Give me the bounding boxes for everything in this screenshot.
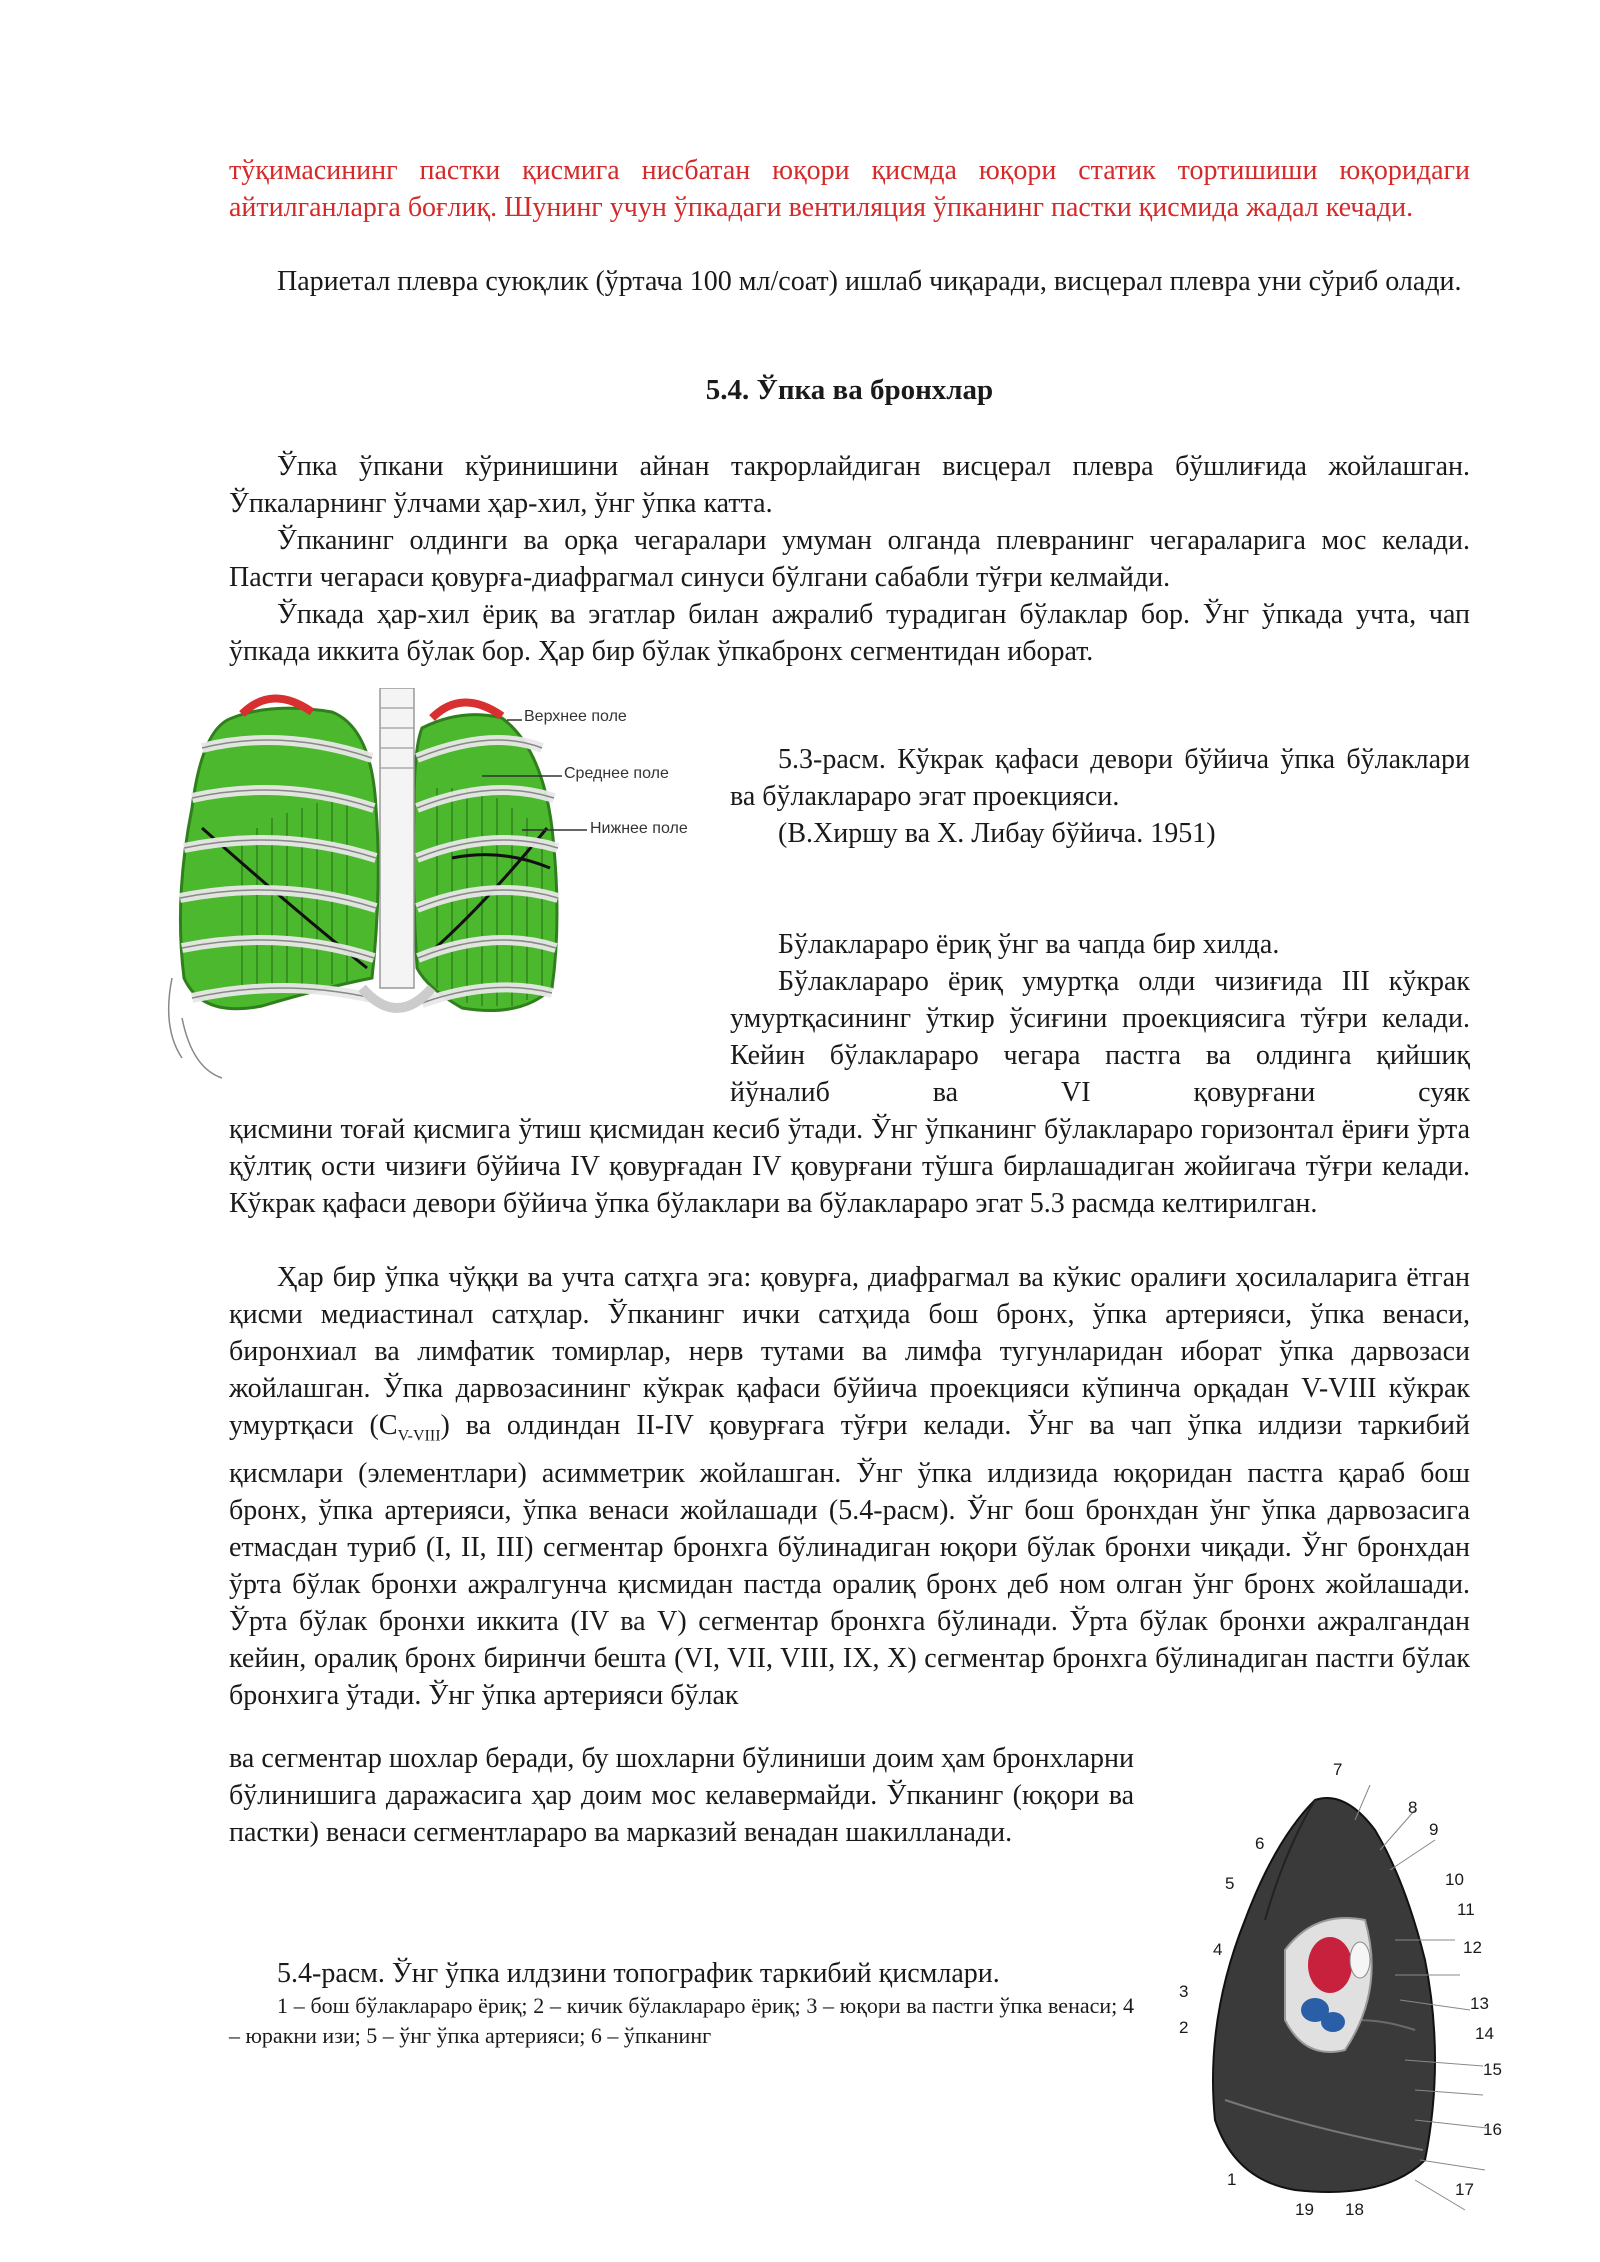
fig54-label-3: 3 xyxy=(1179,1982,1189,2001)
pleura-paragraph: Париетал плевра суюқлик (ўртача 100 мл/соат) ишлаб чиқаради, висцерал плевра уни сўриб олади. xyxy=(277,266,1462,297)
lung-surfaces-text-b: ) ва олдиндан II-IV қовурғага тўғри келади. Ўнг ва чап ўпка илдизи таркибий қисмлари (элементлари) асимметрик жойлашган. Ўнг ўпка илдизида юқоридан пастга қараб бош бронх, ўпка артерияси, ўпка венаси жойлашади (5.4-расм). Ўнг бош бронхдан ўнг ўпка дарвозасига етмасдан туриб (I, II, III) сегментар бронхга бўлинадиган юқори бўлак бронхи чиқади. Ўнг бронхдан ўрта бўлак бронхи ажралгунча қисмидан пастда оралиқ бронх деб ном олган ўнг бронх жойлашади. Ўрта бўлак бронхи иккита (IV ва V) сегментар бронхга бўлинади. Ўрта бўлак бронхи ажралгандан кейин, оралиқ бронх биринчи бешта (VI, VII, VIII, IX, X) сегментар бронхга бўлинадиган пастги бўлак бронхига ўтади. Ўнг ўпка артерияси бўлак xyxy=(229,1410,1470,1711)
figure-5-4-legend: 1 – бош бўлаклараро ёриқ; 2 – кичик бўлаклараро ёриқ; 3 – юқори ва пастги ўпка венаси; 4 – юракни изи; 5 – ўнг ўпка артерияси; 6 – ўпканинг xyxy=(229,1993,1134,2048)
fig54-label-16: 16 xyxy=(1483,2120,1502,2139)
fig54-label-11: 11 xyxy=(1457,1900,1475,1919)
fig54-label-12: 12 xyxy=(1463,1938,1482,1957)
fig54-label-2: 2 xyxy=(1179,2018,1189,2037)
figure-5-3-caption: 5.3-расм. Кўкрак қафаси девори бўйича ўпка бўлаклари ва бўлаклараро эгат проекцияси. xyxy=(730,744,1470,812)
label-lower-field: Нижнее поле xyxy=(590,820,688,837)
lung-artery-paragraph-wrapped: ва сегментар шохлар беради, бу шохларни бўлиниши доим ҳам бронхларни бўлинишига даражасига ҳар доим мос келавермайди. Ўпканинг (юқори ва пастки) венаси сегментлараро ва марказий венадан шакилланади. xyxy=(229,1743,1134,1848)
right-lung-medial-illustration xyxy=(1165,1760,1525,2220)
lung-paragraph-1: Ўпка ўпкани кўринишини айнан такрорлайдиган висцерал плевра бўшлиғида жойлашган. Ўпкаларнинг ўлчами ҳар-хил, ўнг ўпка катта. xyxy=(229,451,1470,519)
fig54-label-8: 8 xyxy=(1408,1798,1418,1817)
red-continuation-paragraph: тўқимасининг пастки қисмига нисбатан юқори қисмда юқори статик тортишиши юқоридаги айтилганларга боғлиқ. Шунинг учун ўпкадаги вентиляция ўпканинг пастки қисмида жадал кечади. xyxy=(229,155,1470,223)
figure-5-4-right-lung-root xyxy=(1165,1760,1525,2220)
label-middle-field: Среднее поле xyxy=(564,765,669,782)
vertebra-subscript: V-VIII xyxy=(397,1427,441,1445)
fig54-label-18: 18 xyxy=(1345,2200,1364,2219)
lung-surfaces-text-a: Ҳар бир ўпка чўққи ва учта сатҳга эга: қовурға, диафрагмал ва кўкис оралиғи ҳосилаларига ётган қисми медиастинал сатҳлар. Ўпканинг ички сатҳида бош бронх, ўпка артерияси, ўпка венаси, биронхиал ва лимфатик томирлар, нерв тутами ва лимфа тугунларидан иборат ўпка дарвозаси жойлашган. Ўпка дарвозасининг кўкрак қафаси бўйича проекцияси кўпинча орқадан V-VIII кўкрак умуртқаси (C xyxy=(229,1262,1470,1441)
section-heading: 5.4. Ўпка ва бронхлар xyxy=(705,374,994,406)
fig54-label-17: 17 xyxy=(1455,2180,1474,2199)
figure-5-3-chest-lungs xyxy=(162,688,712,1088)
fig54-label-10: 10 xyxy=(1445,1870,1464,1889)
fig54-label-4: 4 xyxy=(1213,1940,1223,1959)
lung-paragraph-2: Ўпканинг олдинги ва орқа чегаралари умуман олганда плевранинг чегараларига мос келади. Пастги чегараси қовурға-диафрагмал синуси бўлгани сабабли тўғри келмайди. xyxy=(229,525,1470,593)
lung-surfaces-paragraph xyxy=(229,1259,1470,1714)
fig54-label-9: 9 xyxy=(1429,1820,1439,1839)
fissure-paragraph-1: Бўлаклараро ёриқ ўнг ва чапда бир хилда. xyxy=(778,929,1280,960)
fig54-label-14: 14 xyxy=(1475,2024,1494,2043)
fissure-paragraph-2-wrapped: Бўлаклараро ёриқ умуртқа олди чизиғида III кўкрак умуртқасининг ўткир ўсиғини проекциясига тўғри келади. Кейин бўлаклараро чегара пастга ва олдинга қийшиқ йўналиб ва VI қовурғани суяк xyxy=(730,966,1470,1108)
lung-paragraph-3: Ўпкада ҳар-хил ёриқ ва эгатлар билан ажралиб турадиган бўлаклар бор. Ўнг ўпкада учта, чап ўпкада иккита бўлак бор. Ҳар бир бўлак ўпкабронх сегментидан иборат. xyxy=(229,599,1470,667)
fig54-label-7: 7 xyxy=(1333,1760,1343,1779)
figure-5-3-source: (В.Хиршу ва Х. Либау бўйича. 1951) xyxy=(778,818,1216,849)
fissure-paragraph-2-continued: қисмини тоғай қисмига ўтиш қисмидан кесиб ўтади. Ўнг ўпканинг бўлаклараро горизонтал ёриғи ўрта қўлтиқ ости чизиғи бўйича IV қовурғадан IV қовурғани тўшга бирлашадиган жойигача тўғри келади. Кўкрак қафаси девори бўйича ўпка бўлаклари ва бўлаклараро эгат 5.3 расмда келтирилган. xyxy=(229,1114,1470,1219)
fig54-label-13: 13 xyxy=(1470,1994,1489,2013)
fig54-label-19: 19 xyxy=(1295,2200,1314,2219)
fig54-label-5: 5 xyxy=(1225,1874,1235,1893)
figure-5-4-caption: 5.4-расм. Ўнг ўпка илдзини топографик таркибий қисмлари. xyxy=(277,1958,1000,1989)
fig54-label-6: 6 xyxy=(1255,1834,1265,1853)
lungs-projection-illustration xyxy=(162,688,712,1088)
label-upper-field: Верхнее поле xyxy=(524,708,627,725)
fig54-label-1: 1 xyxy=(1227,2170,1237,2189)
fig54-label-15: 15 xyxy=(1483,2060,1502,2079)
